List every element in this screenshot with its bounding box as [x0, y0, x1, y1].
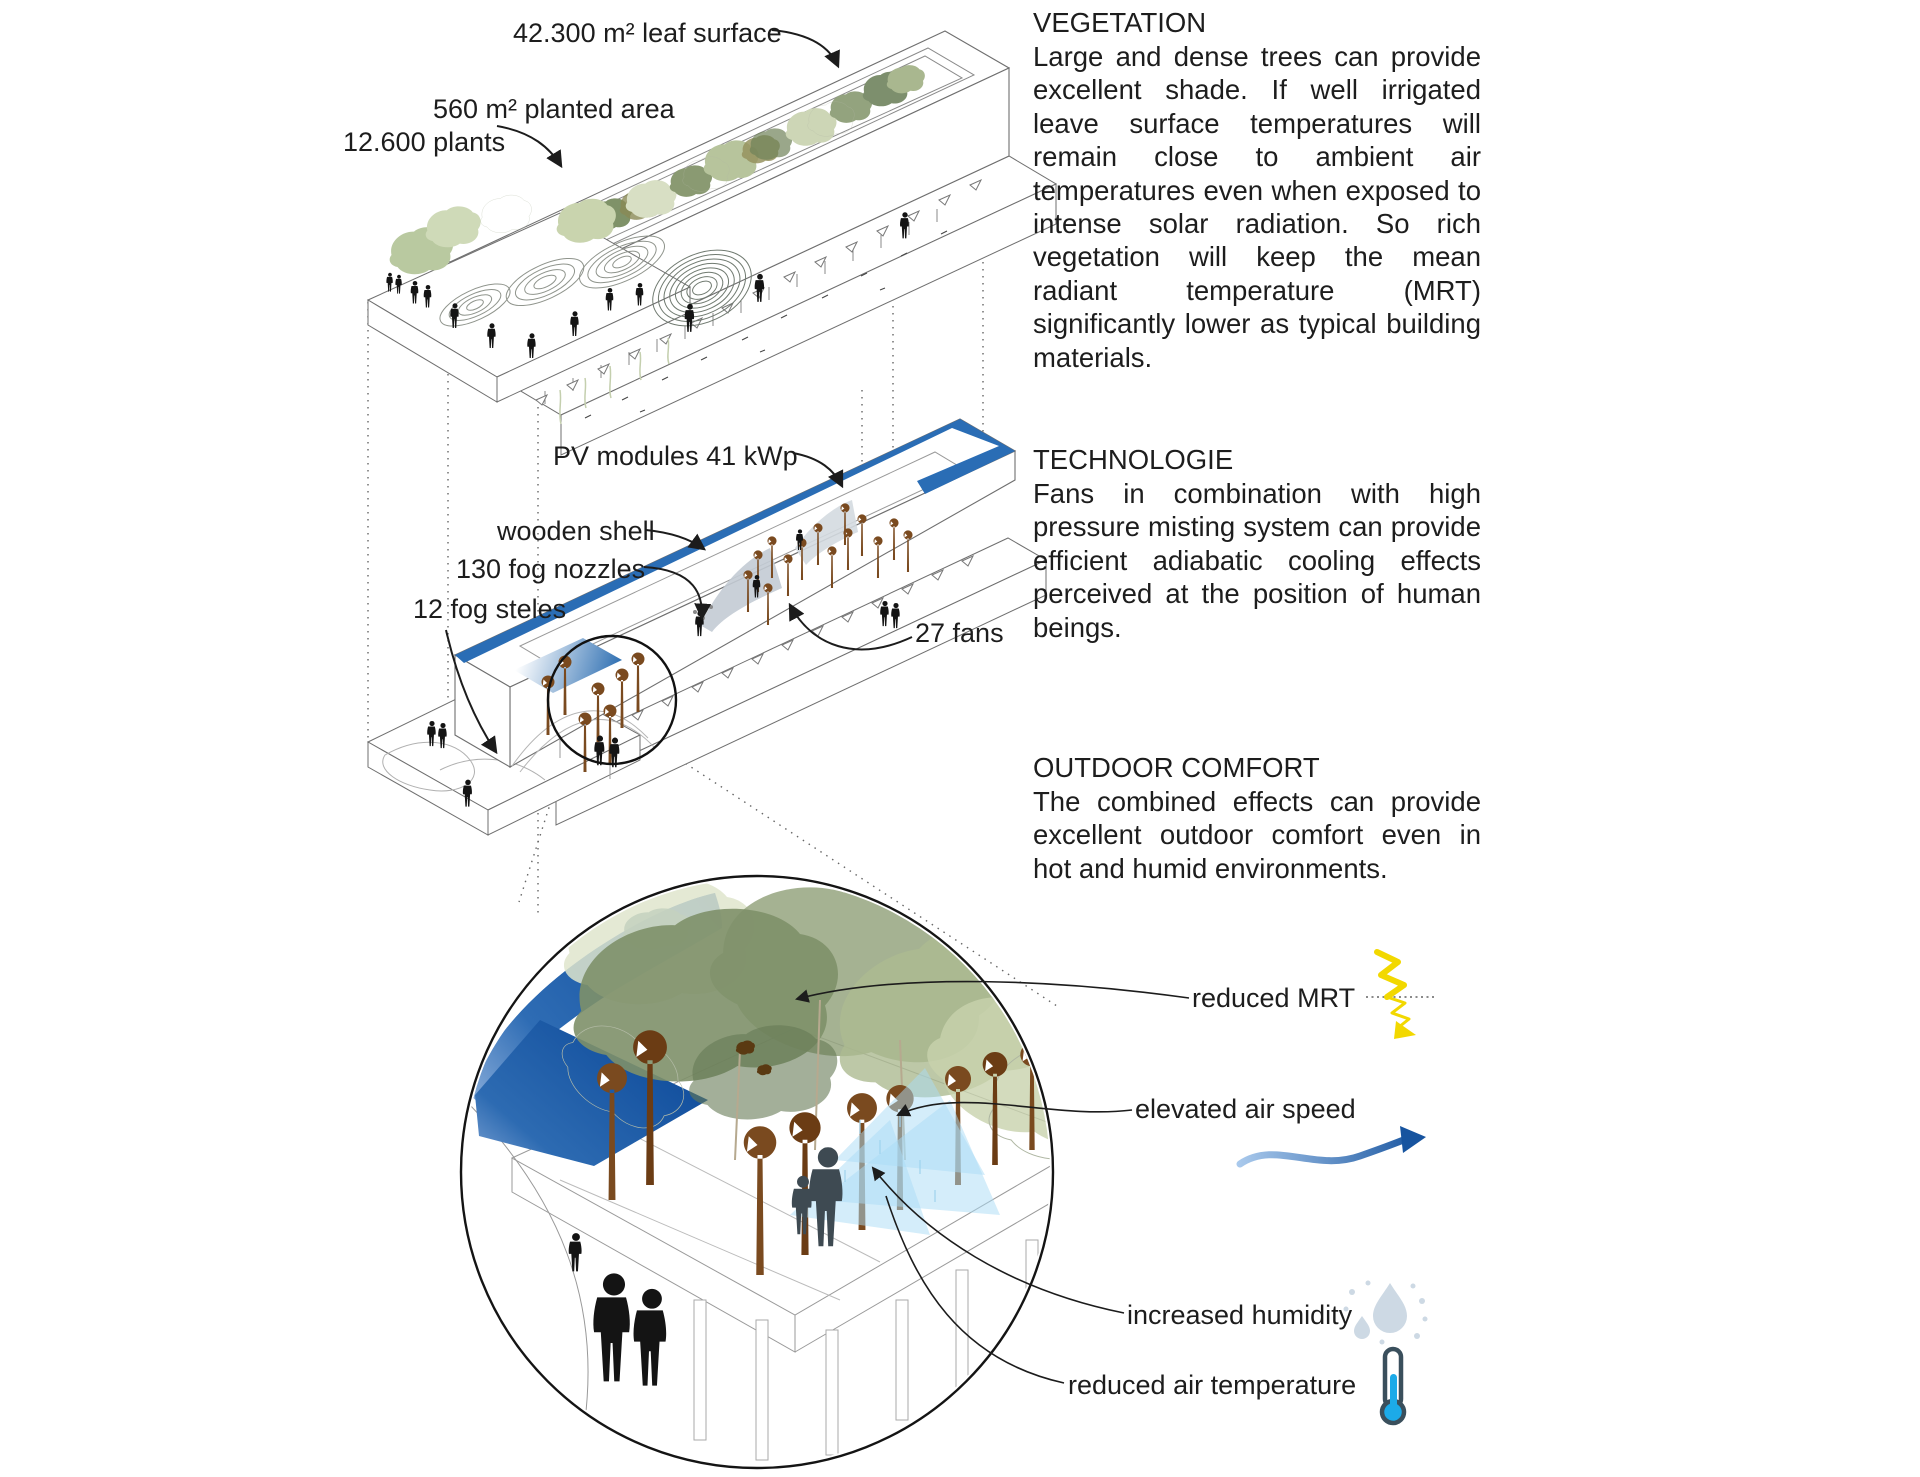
- section-vegetation: [1033, 6, 1481, 374]
- section-vegetation-body: Large and dense trees can provide excellent shade. If well irrigated leave surface temperatures will remain close to ambient air temperatures even when exposed to intense solar radiation. So rich vegetation will keep the mean radiant temperature (MRT) significantly lower as typical building materials.: [1033, 41, 1481, 373]
- humidity-drops-icon: [1344, 1281, 1428, 1345]
- section-technology: [1033, 443, 1481, 644]
- label-leaf-surface: 42.300 m² leaf surface: [513, 18, 782, 48]
- label-fog-nozzles: 130 fog nozzles: [456, 554, 646, 584]
- sun-radiation-icon: [1366, 952, 1434, 1039]
- section-outdoor-comfort-title: OUTDOOR COMFORT: [1033, 752, 1320, 783]
- label-planted-area: 560 m² planted area: [433, 94, 675, 124]
- label-fans: 27 fans: [915, 618, 1004, 648]
- leader-planted-area: [497, 126, 561, 166]
- label-air-temperature: reduced air temperature: [1068, 1370, 1357, 1400]
- label-fog-steles: 12 fog steles: [413, 594, 567, 624]
- label-wooden-shell: wooden shell: [497, 516, 655, 546]
- label-humidity: increased humidity: [1127, 1300, 1353, 1330]
- label-air-speed: elevated air speed: [1135, 1094, 1356, 1124]
- wind-arrow-icon: [1240, 1126, 1426, 1164]
- label-pv-modules: PV modules 41 kWp: [553, 441, 798, 471]
- thermometer-icon: [1382, 1349, 1404, 1423]
- label-plants: 12.600 plants: [343, 127, 506, 157]
- section-outdoor-comfort-body: The combined effects can provide excellent outdoor comfort even in hot and humid environments.: [1033, 786, 1481, 884]
- section-outdoor-comfort: [1033, 751, 1481, 885]
- section-vegetation-title: VEGETATION: [1033, 7, 1207, 38]
- section-technology-title: TECHNOLOGIE: [1033, 444, 1234, 475]
- label-reduced-mrt: reduced MRT: [1192, 983, 1356, 1013]
- leader-leaf-surface: [772, 30, 838, 66]
- section-technology-body: Fans in combination with high pressure misting system can provide efficient adiabatic cooling effects perceived at the position of human beings.: [1033, 478, 1481, 643]
